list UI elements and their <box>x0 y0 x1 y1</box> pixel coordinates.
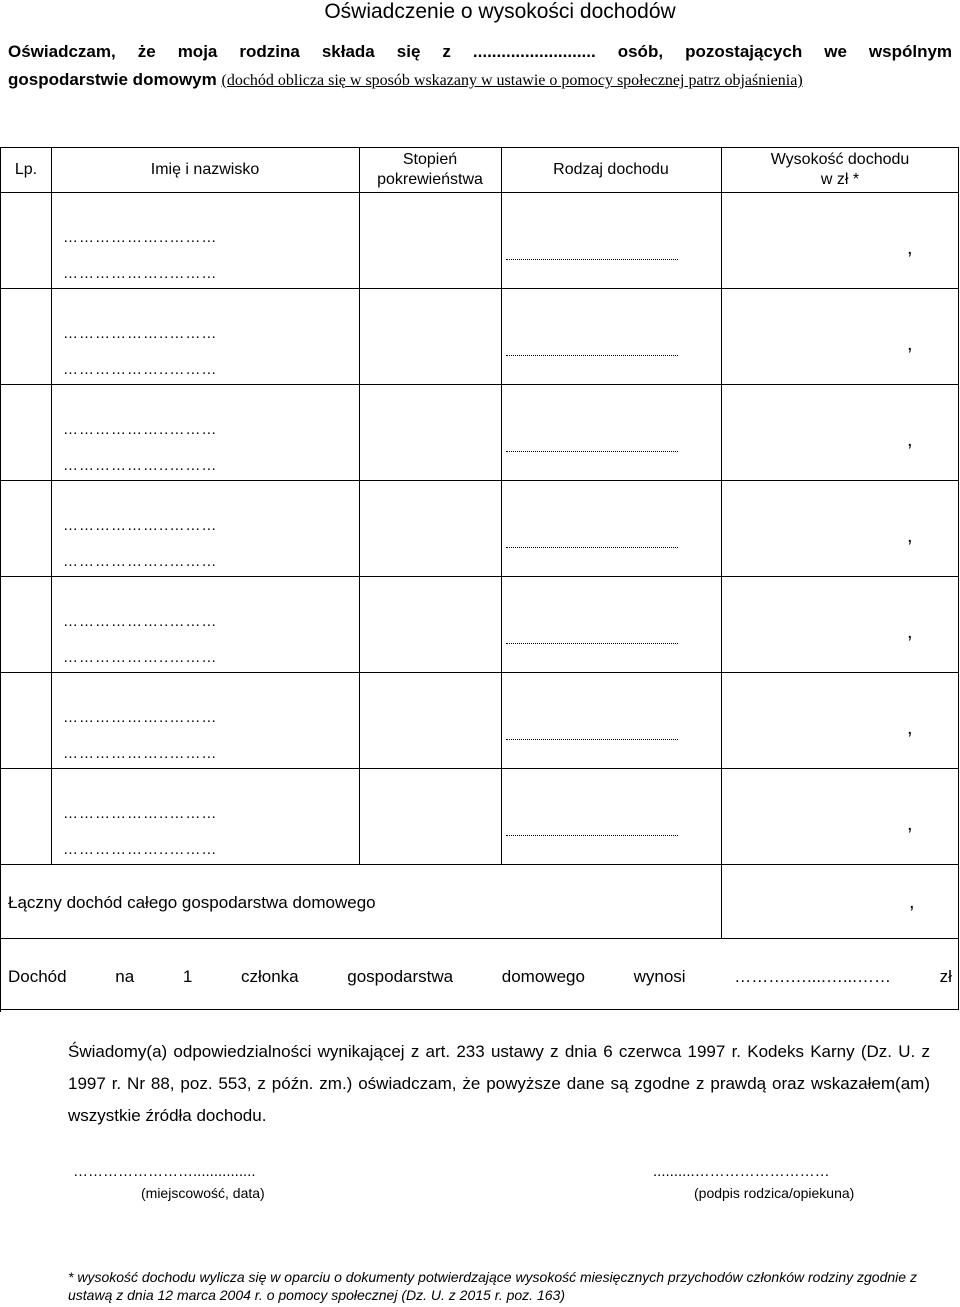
declaration-text: Świadomy(a) odpowiedzialności wynikającej z art. 233 ustawy z dnia 6 czerwca 1997 r. Kodeks Karny (Dz. U. z 1997 r. Nr 88, poz. 553, z późn. zm.) oświadczam, że powyższe dane są zgodne z prawdą oraz wskazałem(am) wszystkie źródła dochodu. <box>68 1042 930 1125</box>
name-field[interactable]: ………………..……… <box>63 709 218 726</box>
income-type-field[interactable] <box>506 643 678 644</box>
table-row-cell <box>1 577 52 673</box>
amount-field[interactable]: , <box>907 429 913 451</box>
intro-word: pozostających <box>685 42 803 61</box>
table-row-cell <box>501 481 722 577</box>
total-income-comma: , <box>909 891 915 913</box>
amount-field[interactable]: , <box>907 717 913 739</box>
per-member-word: domowego <box>501 967 585 986</box>
per-member-word: na <box>115 967 135 986</box>
intro-word: się <box>396 42 421 61</box>
name-field[interactable]: ………………..……… <box>63 745 218 762</box>
intro-explanation: (dochód oblicza się w sposób wskazany w ustawie o pomocy społecznej patrz objaśnienia) <box>221 72 803 89</box>
per-member-word: Dochód <box>8 967 67 986</box>
place-date-label: (miejscowość, data) <box>141 1185 265 1201</box>
table-row-cell <box>359 673 502 769</box>
table-row-cell <box>1 481 52 577</box>
intro-word: rodzina <box>239 42 300 61</box>
intro-word: moja <box>177 42 218 61</box>
table-row-cell <box>501 193 722 289</box>
name-field[interactable]: ………………..……… <box>63 457 218 474</box>
signature-field[interactable]: ..........……………………… <box>653 1163 830 1180</box>
name-field[interactable]: ………………..……… <box>63 361 218 378</box>
intro-word: z <box>442 42 451 61</box>
name-field[interactable]: ………………..……… <box>63 229 218 246</box>
table-row-cell <box>359 193 502 289</box>
name-field[interactable]: ………………..……… <box>63 517 218 534</box>
table-row-cell <box>359 577 502 673</box>
income-table <box>0 147 959 1012</box>
table-row-cell <box>359 769 502 865</box>
name-field[interactable]: ………………..……… <box>63 421 218 438</box>
table-row-cell <box>1 289 52 385</box>
intro-word: składa <box>321 42 375 61</box>
footnote: * wysokość dochodu wylicza się w oparciu o dokumenty potwierdzające wysokość miesięcznych przychodów członków rodziny zgodnie z ustawą z dnia 12 marca 2004 r. o pomocy społecznej (Dz. U. z 2015 r. poz. 163) <box>68 1269 917 1303</box>
name-field[interactable]: ………………..……… <box>63 553 218 570</box>
place-date-field[interactable]: ……………………............... <box>73 1163 256 1180</box>
table-row-cell <box>1 769 52 865</box>
intro-word: .......................... <box>472 42 596 61</box>
table-row-cell <box>359 289 502 385</box>
per-member-word[interactable]: ……….…....…...…… <box>734 967 892 986</box>
table-row-cell <box>359 481 502 577</box>
header-kinship-l2: pokrewieństwa <box>377 171 483 188</box>
amount-field[interactable]: , <box>907 237 913 259</box>
table-row-cell <box>721 385 959 481</box>
total-income-label: Łączny dochód całego gospodarstwa domowego <box>8 893 376 912</box>
table-row-cell <box>501 385 722 481</box>
table-row-cell <box>501 577 722 673</box>
intro-line-1 <box>8 35 952 68</box>
table-row-cell <box>501 769 722 865</box>
intro-word: że <box>137 42 156 61</box>
name-field[interactable]: ………………..……… <box>63 649 218 666</box>
intro-word: osób, <box>617 42 664 61</box>
income-type-field[interactable] <box>506 355 678 356</box>
table-row-cell <box>1 385 52 481</box>
table-row-cell <box>721 577 959 673</box>
income-type-field[interactable] <box>506 451 678 452</box>
intro-word: wspólnym <box>868 42 953 61</box>
name-field[interactable]: ………………..……… <box>63 325 218 342</box>
table-row-cell <box>501 673 722 769</box>
document-title: Oświadczenie o wysokości dochodów <box>324 0 676 23</box>
header-income-type: Rodzaj dochodu <box>553 161 669 178</box>
intro-bold-text: gospodarstwie domowym <box>8 70 217 89</box>
amount-field[interactable]: , <box>907 333 913 355</box>
header-lp: Lp. <box>14 161 38 178</box>
table-row-cell <box>721 481 959 577</box>
signature-label: (podpis rodzica/opiekuna) <box>694 1185 855 1201</box>
table-row-cell <box>1 673 52 769</box>
amount-field[interactable]: , <box>907 525 913 547</box>
table-row-cell <box>501 289 722 385</box>
table-row-cell <box>359 385 502 481</box>
total-amount-cell <box>721 865 959 939</box>
table-row-cell <box>1 193 52 289</box>
income-type-field[interactable] <box>506 547 678 548</box>
table-row-cell <box>721 193 959 289</box>
header-amount-l1: Wysokość dochodu <box>770 151 910 168</box>
name-field[interactable]: ………………..……… <box>63 841 218 858</box>
amount-field[interactable]: , <box>907 813 913 835</box>
amount-field[interactable]: , <box>907 621 913 643</box>
name-field[interactable]: ………………..……… <box>63 265 218 282</box>
name-field[interactable]: ………………..……… <box>63 805 218 822</box>
header-amount-l2: w zł * <box>820 171 860 188</box>
table-row-cell <box>721 673 959 769</box>
intro-word: Oświadczam, <box>8 42 116 61</box>
name-field[interactable]: ………………..……… <box>63 613 218 630</box>
income-type-field[interactable] <box>506 259 678 260</box>
per-member-word: zł <box>939 967 952 986</box>
per-member-word: członka <box>240 967 299 986</box>
per-member-word: 1 <box>182 967 193 986</box>
intro-word: we <box>824 42 847 61</box>
income-type-field[interactable] <box>506 739 678 740</box>
table-row-cell <box>721 769 959 865</box>
per-member-income-line <box>8 967 952 987</box>
per-member-word: wynosi <box>633 967 686 986</box>
intro-line-2 <box>8 68 952 93</box>
header-name: Imię i nazwisko <box>150 161 260 178</box>
table-row-cell <box>721 289 959 385</box>
header-kinship-l1: Stopień <box>402 151 458 168</box>
income-type-field[interactable] <box>506 835 678 836</box>
per-member-word: gospodarstwa <box>347 967 454 986</box>
